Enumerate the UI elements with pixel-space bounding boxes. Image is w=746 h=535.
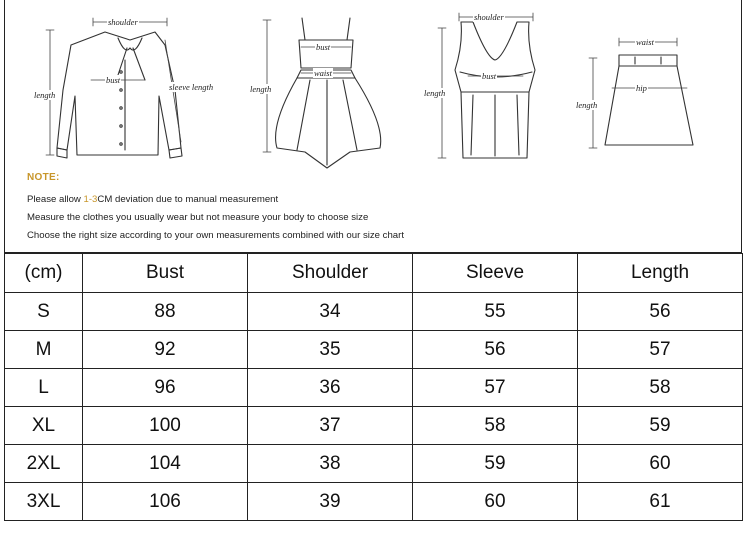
shoulder-cell: 37: [248, 407, 413, 445]
blouse-sketch: [57, 32, 182, 158]
length-label-dress: length: [250, 84, 272, 94]
bust-cell: 88: [83, 293, 248, 331]
table-row: [5, 407, 743, 445]
header-shoulder: Shoulder: [248, 254, 413, 293]
bust-cell: 104: [83, 445, 248, 483]
length-cell: 56: [578, 293, 743, 331]
table-row: [5, 331, 743, 369]
length-cell: 58: [578, 369, 743, 407]
bust-cell: 92: [83, 331, 248, 369]
shoulder-cell: 38: [248, 445, 413, 483]
note-line1-highlight: 1-3: [83, 194, 98, 205]
shoulder-label-tank: shoulder: [474, 12, 504, 22]
shoulder-cell: 36: [248, 369, 413, 407]
shoulder-cell: 39: [248, 483, 413, 521]
bust-label-dress: bust: [316, 42, 331, 52]
length-label-skirt: length: [576, 100, 598, 110]
garment-illustrations: [5, 0, 743, 170]
note-line-measure-clothes: Measure the clothes you usually wear but not measure your body to choose size: [27, 212, 369, 223]
bust-cell: 100: [83, 407, 248, 445]
table-header-row: [5, 254, 743, 293]
length-cell: 57: [578, 331, 743, 369]
size-cell: 2XL: [5, 445, 83, 483]
shoulder-label: shoulder: [108, 17, 138, 27]
sleeve-cell: 57: [413, 369, 578, 407]
size-cell: XL: [5, 407, 83, 445]
bust-label: bust: [106, 75, 121, 85]
size-cell: M: [5, 331, 83, 369]
hip-label-skirt: hip: [636, 83, 647, 93]
sleeve-cell: 56: [413, 331, 578, 369]
measure-lines: [46, 13, 687, 158]
sleeve-cell: 58: [413, 407, 578, 445]
length-cell: 60: [578, 445, 743, 483]
table-row: [5, 369, 743, 407]
header-unit: (cm): [5, 254, 83, 293]
waist-label-dress: waist: [314, 68, 332, 78]
shoulder-cell: 35: [248, 331, 413, 369]
note-heading: NOTE:: [27, 172, 60, 183]
header-sleeve: Sleeve: [413, 254, 578, 293]
tank-sketch: [455, 22, 535, 158]
bust-label-tank: bust: [482, 71, 497, 81]
sleeve-cell: 59: [413, 445, 578, 483]
size-cell: L: [5, 369, 83, 407]
length-label-tank: length: [424, 88, 446, 98]
skirt-sketch: [605, 55, 693, 145]
length-cell: 61: [578, 483, 743, 521]
sleeve-cell: 60: [413, 483, 578, 521]
header-length: Length: [578, 254, 743, 293]
note-line-choose-size: Choose the right size according to your own measurements combined with our size chart: [27, 230, 405, 241]
waist-label-skirt: waist: [636, 37, 654, 47]
sleeve-cell: 55: [413, 293, 578, 331]
size-cell: S: [5, 293, 83, 331]
measurement-guide-panel: [4, 0, 742, 253]
header-bust: Bust: [83, 254, 248, 293]
table-row: [5, 293, 743, 331]
dress-sketch: [276, 18, 381, 168]
table-row: [5, 445, 743, 483]
table-row: [5, 483, 743, 521]
note-line1-suffix: CM deviation due to manual measurement: [97, 194, 279, 205]
sleeve-length-label: sleeve length: [169, 82, 214, 92]
bust-cell: 106: [83, 483, 248, 521]
length-cell: 59: [578, 407, 743, 445]
note-line-deviation: [27, 194, 278, 205]
length-label-blouse: length: [34, 90, 56, 100]
shoulder-cell: 34: [248, 293, 413, 331]
size-table: [4, 253, 743, 521]
bust-cell: 96: [83, 369, 248, 407]
size-cell: 3XL: [5, 483, 83, 521]
note-line1-prefix: Please allow: [27, 194, 84, 205]
